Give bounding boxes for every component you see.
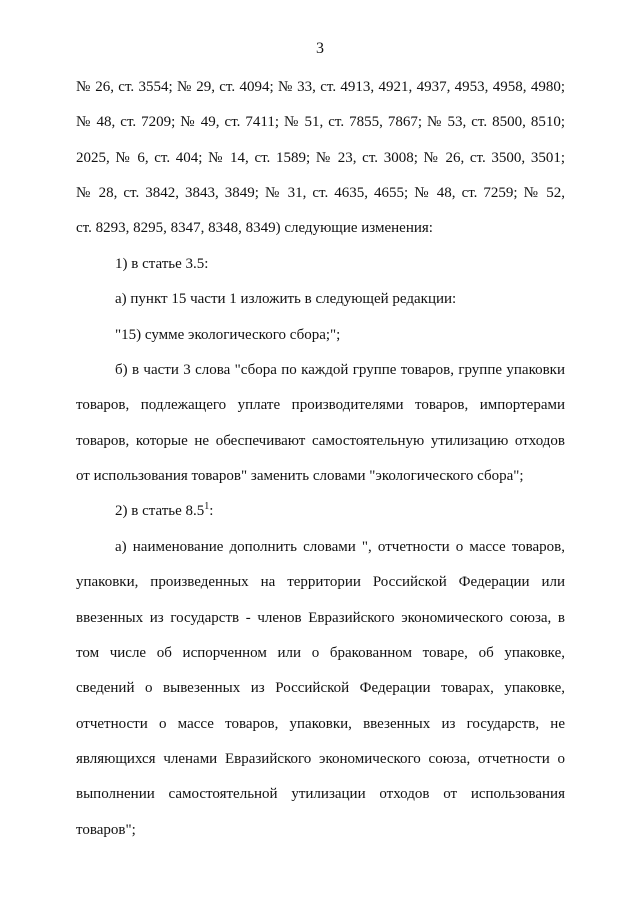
text-line: упаковки, произведенных на территории Российской Федерации или xyxy=(76,574,565,590)
text-line: том числе об испорченном или о бракованном товаре, об упаковке, xyxy=(76,645,565,661)
superscript: 1 xyxy=(204,501,210,512)
text-line: выполнении самостоятельной утилизации отходов от использования xyxy=(76,786,565,802)
text-line: ввезенных из государств - членов Евразийского экономического союза, в xyxy=(76,610,565,626)
page-number: 3 xyxy=(316,40,324,57)
list-subitem: б) в части 3 слова "сбора по каждой группе товаров, группе упаковки xyxy=(115,362,565,378)
list-subitem: а) пункт 15 части 1 изложить в следующей редакции: xyxy=(115,291,457,307)
text-line: являющихся членами Евразийского экономического союза, отчетности о xyxy=(76,751,565,767)
text-line: № 48, ст. 7209; № 49, ст. 7411; № 51, ст. 7855, 7867; № 53, ст. 8500, 8510; xyxy=(76,114,565,130)
text-line: ст. 8293, 8295, 8347, 8348, 8349) следующие изменения: xyxy=(76,220,433,236)
text-line: от использования товаров" заменить словами "экологического сбора"; xyxy=(76,468,524,484)
list-item-heading xyxy=(115,502,213,520)
quoted-text: "15) сумме экологического сбора;"; xyxy=(115,327,341,343)
text-line: № 26, ст. 3554; № 29, ст. 4094; № 33, ст. 4913, 4921, 4937, 4953, 4958, 4980; xyxy=(76,79,565,95)
text-line: сведений о вывезенных из Российской Федерации товарах, упаковке, xyxy=(76,680,565,696)
list-subitem: а) наименование дополнить словами ", отчетности о массе товаров, xyxy=(115,539,565,555)
text-line: № 28, ст. 3842, 3843, 3849; № 31, ст. 4635, 4655; № 48, ст. 7259; № 52, xyxy=(76,185,565,201)
list-item-heading-text: 2) в статье 8.5 xyxy=(115,503,205,519)
text-line: товаров, которые не обеспечивают самостоятельную утилизацию отходов xyxy=(76,433,565,449)
list-item-heading-tail: : xyxy=(209,503,214,519)
list-item-heading: 1) в статье 3.5: xyxy=(115,256,209,272)
text-line: товаров, подлежащего уплате производителями товаров, импортерами xyxy=(76,397,565,413)
text-line: товаров"; xyxy=(76,822,136,838)
text-line: отчетности о массе товаров, упаковки, ввезенных из государств, не xyxy=(76,716,565,732)
text-line: 2025, № 6, ст. 404; № 14, ст. 1589; № 23, ст. 3008; № 26, ст. 3500, 3501; xyxy=(76,150,565,166)
